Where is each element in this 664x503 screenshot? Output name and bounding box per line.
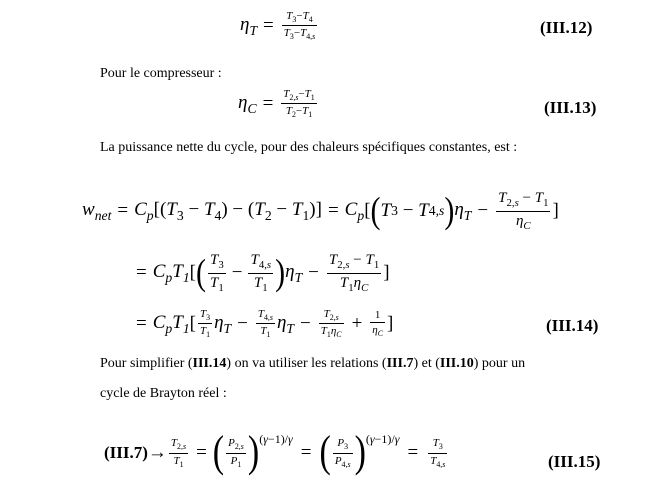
- equation-eta-c: $\eta_C$ = $\frac{T_{2,s}-T_1}{T_2-T_1}$: [238, 88, 315, 120]
- equation-label-iii14: (III.14): [546, 316, 599, 335]
- text-puissance-nette: La puissance nette du cycle, pour des chaleurs spécifiques constantes, est :: [100, 140, 518, 155]
- equation-ref-iii7: (III.7): [104, 443, 148, 462]
- equation-label-iii15: (III.15): [548, 452, 601, 471]
- equation-wnet-line2: = $C_p$ $T_1$ [ ( $\frac{T_3}{T_1}$ − $\frac{T_{4,s}}{T_1}$ ) $\eta_T$ − $\frac{T_{2,s} - T_1}{T_1\eta_C}$ ]: [136, 251, 390, 294]
- equation-label-iii13: (III.13): [544, 98, 597, 117]
- text-simplifier: Pour simplifier (III.14) on va utiliser les relations (III.7) et (III.10) pour un: [100, 356, 526, 371]
- equation-wnet-line1: $w_{net}$ = $C_p$ $[(T_3 - T_4) - (T_2 - T_1)]$ = $C_p$ [ ( T 3 − T 4,s ) $\eta_T$ − $\frac{T_{2,s} - T_1}{\eta_C}$ ]: [82, 189, 559, 232]
- text-compresseur: Pour le compresseur :: [100, 66, 222, 81]
- equation-wnet-line3: = $C_p$ $T_1$ [ $\frac{T_3}{T_1}$ $\eta_T$ − $\frac{T_{4,s}}{T_1}$ $\eta_T$ − $\frac{T_{2,s}}{T_1\eta_C}$ + $\frac{1}{\eta_C}$ ]: [136, 308, 394, 340]
- equation-label-iii12: (III.12): [540, 18, 593, 37]
- equation-iii15: (III.7) → $\frac{T_{2,s}}{T_1}$ = ( $\frac{P_{2,s}}{P_1}$ ) (γ−1)/γ = ( $\frac{P_3}{P_{4,s}}$ ) (γ−1)/γ = $\frac{T_3}{T_{4,s}}$: [104, 428, 446, 477]
- text-cycle-brayton: cycle de Brayton réel :: [100, 386, 227, 401]
- arrow-icon: →: [147, 442, 167, 463]
- equation-eta-t: $\eta_T$ = $\frac{T_3-T_4}{T_3-T_{4,s}}$: [240, 10, 316, 42]
